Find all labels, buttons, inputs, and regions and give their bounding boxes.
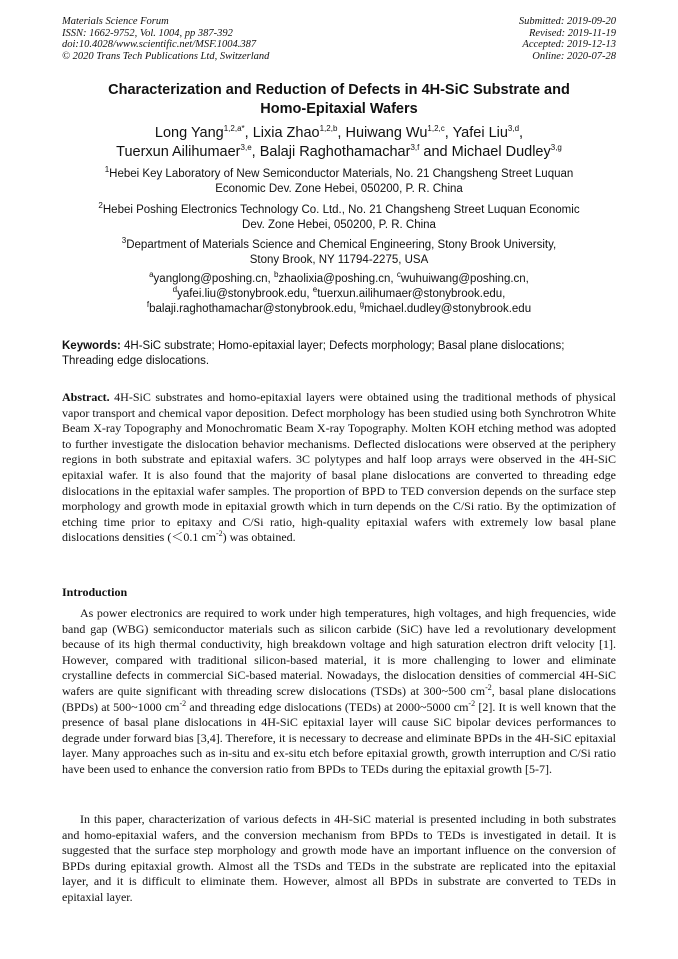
affiliation-line <box>62 203 616 218</box>
author-name: Long Yang <box>154 125 224 141</box>
author-affil-sup: 3,d <box>507 124 520 134</box>
affil-sup: 2 <box>98 201 103 211</box>
email-line-3 <box>62 302 616 317</box>
email-sup: c <box>396 270 401 280</box>
author-affil-sup: 1,2,a* <box>223 124 245 134</box>
author-name: Balaji Raghothamachar <box>259 144 411 160</box>
email-sup: e <box>312 285 318 295</box>
email-list <box>62 272 616 317</box>
abstract-block <box>62 390 616 546</box>
keywords-text: 4H-SiC substrate; Homo-epitaxial layer; Defects morphology; Basal plane dislocations; Threading edge dislocations. <box>62 340 565 367</box>
email-sup: f <box>146 300 150 310</box>
author-affil-sup: 1,2,b <box>319 124 338 134</box>
email-sup: a <box>149 270 154 280</box>
affil-sup: 1 <box>104 165 110 175</box>
author-list <box>62 124 616 162</box>
author-name: Tuerxun Ailihumaer <box>116 144 241 160</box>
affiliation-1 <box>62 167 616 197</box>
author-name: Yafei Liu <box>452 125 508 141</box>
keywords-label: Keywords: <box>62 340 121 352</box>
abstract-text-end: ＜0.1 cm <box>171 530 216 545</box>
author-affil-sup: 3,f <box>410 143 420 153</box>
affil-text: Department of Materials Science and Chemical Engineering, Stony Brook University, <box>126 239 557 251</box>
email-line-1 <box>62 272 616 287</box>
intro-paragraph-2: In this paper, characterization of various defects in 4H-SiC material is presented including in both substrates and homo-epitaxial wafers, and the conversion mechanism from BPDs to TEDs is investigated in detail. It is suggested that the surface step morphology and growth mode have an important influence on the conversion of BPDs during epitaxial growth. Almost all the TSDs and TEDs in the substrate are replicated into the epitaxial layer, and it is difficult to eliminate them. However, almost all BPDs in substrate are converted to TEDs in epitaxial layer. <box>62 812 616 904</box>
affiliation-3 <box>62 238 616 268</box>
email-c: wuhuiwang@poshing.cn, <box>400 273 529 285</box>
journal-issn: ISSN: 1662-9752, Vol. 1004, pp 387-392 <box>62 27 233 39</box>
email-b: zhaolixia@poshing.cn, <box>278 273 394 285</box>
abstract-label: Abstract. <box>62 390 110 404</box>
author-affil-sup: 3,g <box>550 143 562 153</box>
email-e: tuerxun.ailihumaer@stonybrook.edu, <box>317 288 506 300</box>
affil-sup: 3 <box>121 236 127 246</box>
email-f: balaji.raghothamachar@stonybrook.edu, <box>149 303 357 315</box>
date-submitted: Submitted: 2019-09-20 <box>518 16 616 27</box>
author-line-1: Long Yang$^{1,2,a*}$, Lixia Zhao$^{1,2,b}$, Huiwang Wu$^{1,2,c}$, Yafei Liu$^{3,d}$, <box>154 124 524 141</box>
journal-header-right <box>519 16 616 62</box>
affil-text: Hebei Poshing Electronics Technology Co. Ltd., No. 21 Changsheng Street Luquan Economic <box>102 204 580 216</box>
intro-sup: -2 <box>485 682 492 692</box>
affil-text: Economic Dev. Zone Hebei, 050200, P. R. China <box>215 183 463 195</box>
affil-text: Dev. Zone Hebei, 050200, P. R. China <box>242 219 436 231</box>
journal-name: Materials Science Forum <box>62 16 169 27</box>
affiliation-line <box>62 167 616 182</box>
abstract-text: 4H-SiC substrates and homo-epitaxial layers were obtained using the traditional methods of physical vapor transport and chemical vapor deposition. Defect morphology has been studied using both Synchrotron White Beam X-ray Topography and Monochromatic Beam X-ray Topography. Molten KOH etching method was adopted to further investigate the dislocation behavior mechanisms. Deflected dislocations were observed at the periphery regions in both substrate and epitaxial wafers. 3C polytypes and half loop arrays were observed in the 4H-SiC epitaxial wafer. It is also found that the majority of basal plane dislocations are converted to threading edge dislocations in the epitaxial wafer samples. The proportion of BPD to TED conversion depends on the surface step morphology and growth mode in epitaxial growth which in turn depends on the C/Si ratio. By the optimization of etching time prior to epitaxy and C/Si ratio, high-quality epitaxial wafers with extremely low basal plane dislocations densities ( <box>62 390 617 545</box>
author-affil-sup: 3,e <box>240 143 252 153</box>
author-name: Michael Dudley <box>451 144 551 160</box>
intro-p1-text-c: and threading edge dislocations (TEDs) at 2000~5000 cm <box>186 699 469 714</box>
journal-header-left <box>62 16 269 62</box>
abstract-text-end-b: ) was obtained. <box>222 530 296 545</box>
affil-text: Hebei Key Laboratory of New Semiconductor Materials, No. 21 Changsheng Street Luquan <box>109 168 574 180</box>
affiliation-2 <box>62 203 616 233</box>
title-line-2: Homo-Epitaxial Wafers <box>260 101 418 117</box>
keywords-block <box>62 339 616 369</box>
intro-paragraph-1 <box>62 606 616 778</box>
date-revised: Revised: 2019-11-19 <box>529 27 616 39</box>
title-line-1: Characterization and Reduction of Defects in 4H-SiC Substrate and <box>108 82 570 98</box>
email-line-2 <box>62 287 616 302</box>
author-and: and <box>423 144 448 160</box>
date-online: Online: 2020-07-28 <box>532 50 616 62</box>
email-g: michael.dudley@stonybrook.edu <box>364 303 532 315</box>
email-d: yafei.liu@stonybrook.edu, <box>177 288 310 300</box>
paper-title <box>62 81 616 119</box>
journal-doi: doi:10.4028/www.scientific.net/MSF.1004.387 <box>62 39 257 51</box>
email-sup: d <box>172 285 178 295</box>
email-a: yanglong@poshing.cn, <box>153 273 271 285</box>
author-affil-sup: 1,2,c <box>427 124 445 134</box>
abstract-sup: -2 <box>216 529 223 539</box>
email-sup: g <box>359 300 365 310</box>
intro-sup: -2 <box>468 698 476 708</box>
section-heading-introduction: Introduction <box>62 585 128 599</box>
intro-p1-text-a: As power electronics are required to work under high temperatures, high voltages, and high frequencies, wide band gap (WBG) semiconductor materials such as silicon carbide (SiC) have led a revolutionary development because of its high thermal conductivity, high breakdown voltage and high saturation electron drift velocity [1]. However, compared with traditional silicon-based material, it is more challenging to lower and eliminate crystalline defects in commercial SiC-based material. Nowadays, the dislocation densities of commercial 4H-SiC wafers are quite significant with threading screw dislocations (TSDs) at 300~500 cm <box>62 606 616 698</box>
author-line-2: Tuerxun Ailihumaer$^{3,e}$, Balaji Raghothamachar$^{3,f}$ and Michael Dudley$^{3,g}$ <box>116 143 562 160</box>
intro-sup: -2 <box>179 698 187 708</box>
author-name: Lixia Zhao <box>252 125 320 141</box>
journal-copyright: © 2020 Trans Tech Publications Ltd, Switzerland <box>62 50 270 62</box>
author-name: Huiwang Wu <box>345 125 428 141</box>
intro-p1-text-b: , basal plane dislocations (BPDs) at 500~1000 cm <box>62 683 616 714</box>
email-sup: b <box>273 270 279 280</box>
affil-text: Stony Brook, NY 11794-2275, USA <box>249 254 429 266</box>
date-accepted: Accepted: 2019-12-13 <box>522 39 616 51</box>
affiliation-line <box>62 238 616 253</box>
intro-p1-text-d: [2]. It is well known that the presence of basal plane dislocations in 4H-SiC epitaxial layer will cause SiC bipolar devices performances to degrade under forward bias [3,4]. Therefore, it is necessary to decrease and eliminate BPDs in the 4H-SiC epitaxial layer. Many approaches such as in-situ and ex-situ etch before epitaxial growth, growth interruption and C/Si ratio have been used to enhance the conversion ratio from BPDs to TEDs during the epitaxial growth [5-7]. <box>62 699 616 776</box>
